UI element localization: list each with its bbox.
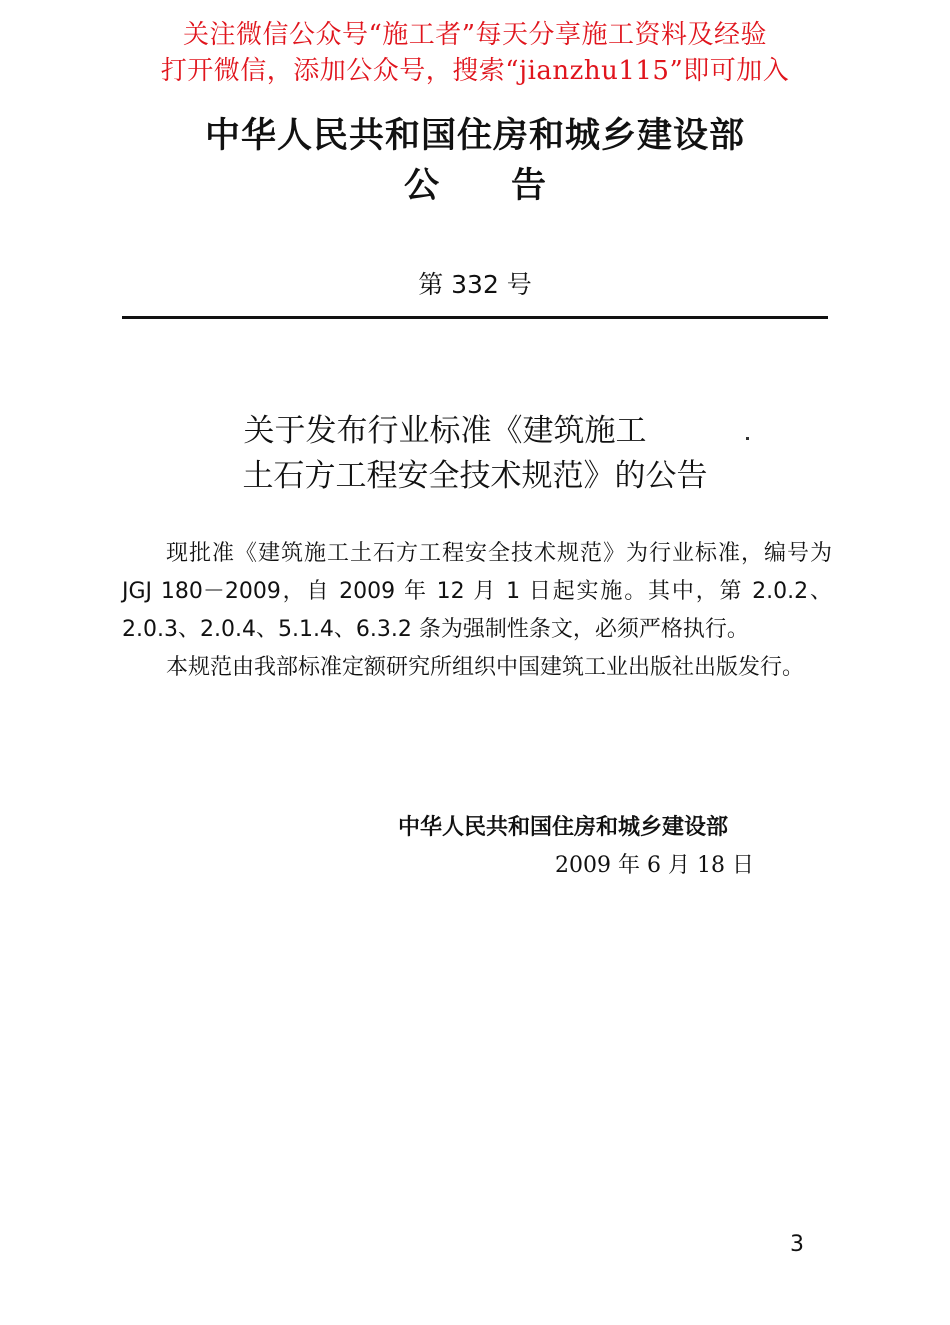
notice-heading-char-1: 公 [403, 166, 439, 206]
signature-date: 2009 年 6 月 18 日 [555, 853, 754, 878]
subject-line-2: 土石方工程安全技术规范》的公告 [242, 458, 708, 494]
notice-heading-char-2: 告 [511, 166, 547, 206]
signature-organization: 中华人民共和国住房和城乡建设部 [398, 815, 729, 840]
notice-number: 第 332 号 [418, 270, 532, 299]
issuing-ministry-title: 中华人民共和国住房和城乡建设部 [204, 116, 745, 156]
notice-heading [0, 158, 950, 208]
scan-artifact-dot [746, 437, 749, 440]
announcement-body [122, 535, 832, 687]
promo-banner-line-2: 打开微信，添加公众号，搜索“jianzhu115”即可加入 [160, 56, 790, 86]
promo-banner-line-1: 关注微信公众号“施工者”每天分享施工资料及经验 [182, 20, 768, 50]
body-paragraph-2: 本规范由我部标准定额研究所组织中国建筑工业出版社出版发行。 [166, 655, 805, 680]
page-number: 3 [790, 1232, 804, 1257]
header-divider [122, 316, 828, 319]
body-paragraph-1: 现批准《建筑施工土石方工程安全技术规范》为行业标准，编号为 JGJ 180－2009，自 2009 年 12 月 1 日起实施。其中，第 2.0.2、2.0.3、2.0.4、5.1.4、6.3.2 条为强制性条文，必须严格执行。 [122, 541, 832, 642]
subject-line-1: 关于发布行业标准《建筑施工 [243, 413, 647, 449]
